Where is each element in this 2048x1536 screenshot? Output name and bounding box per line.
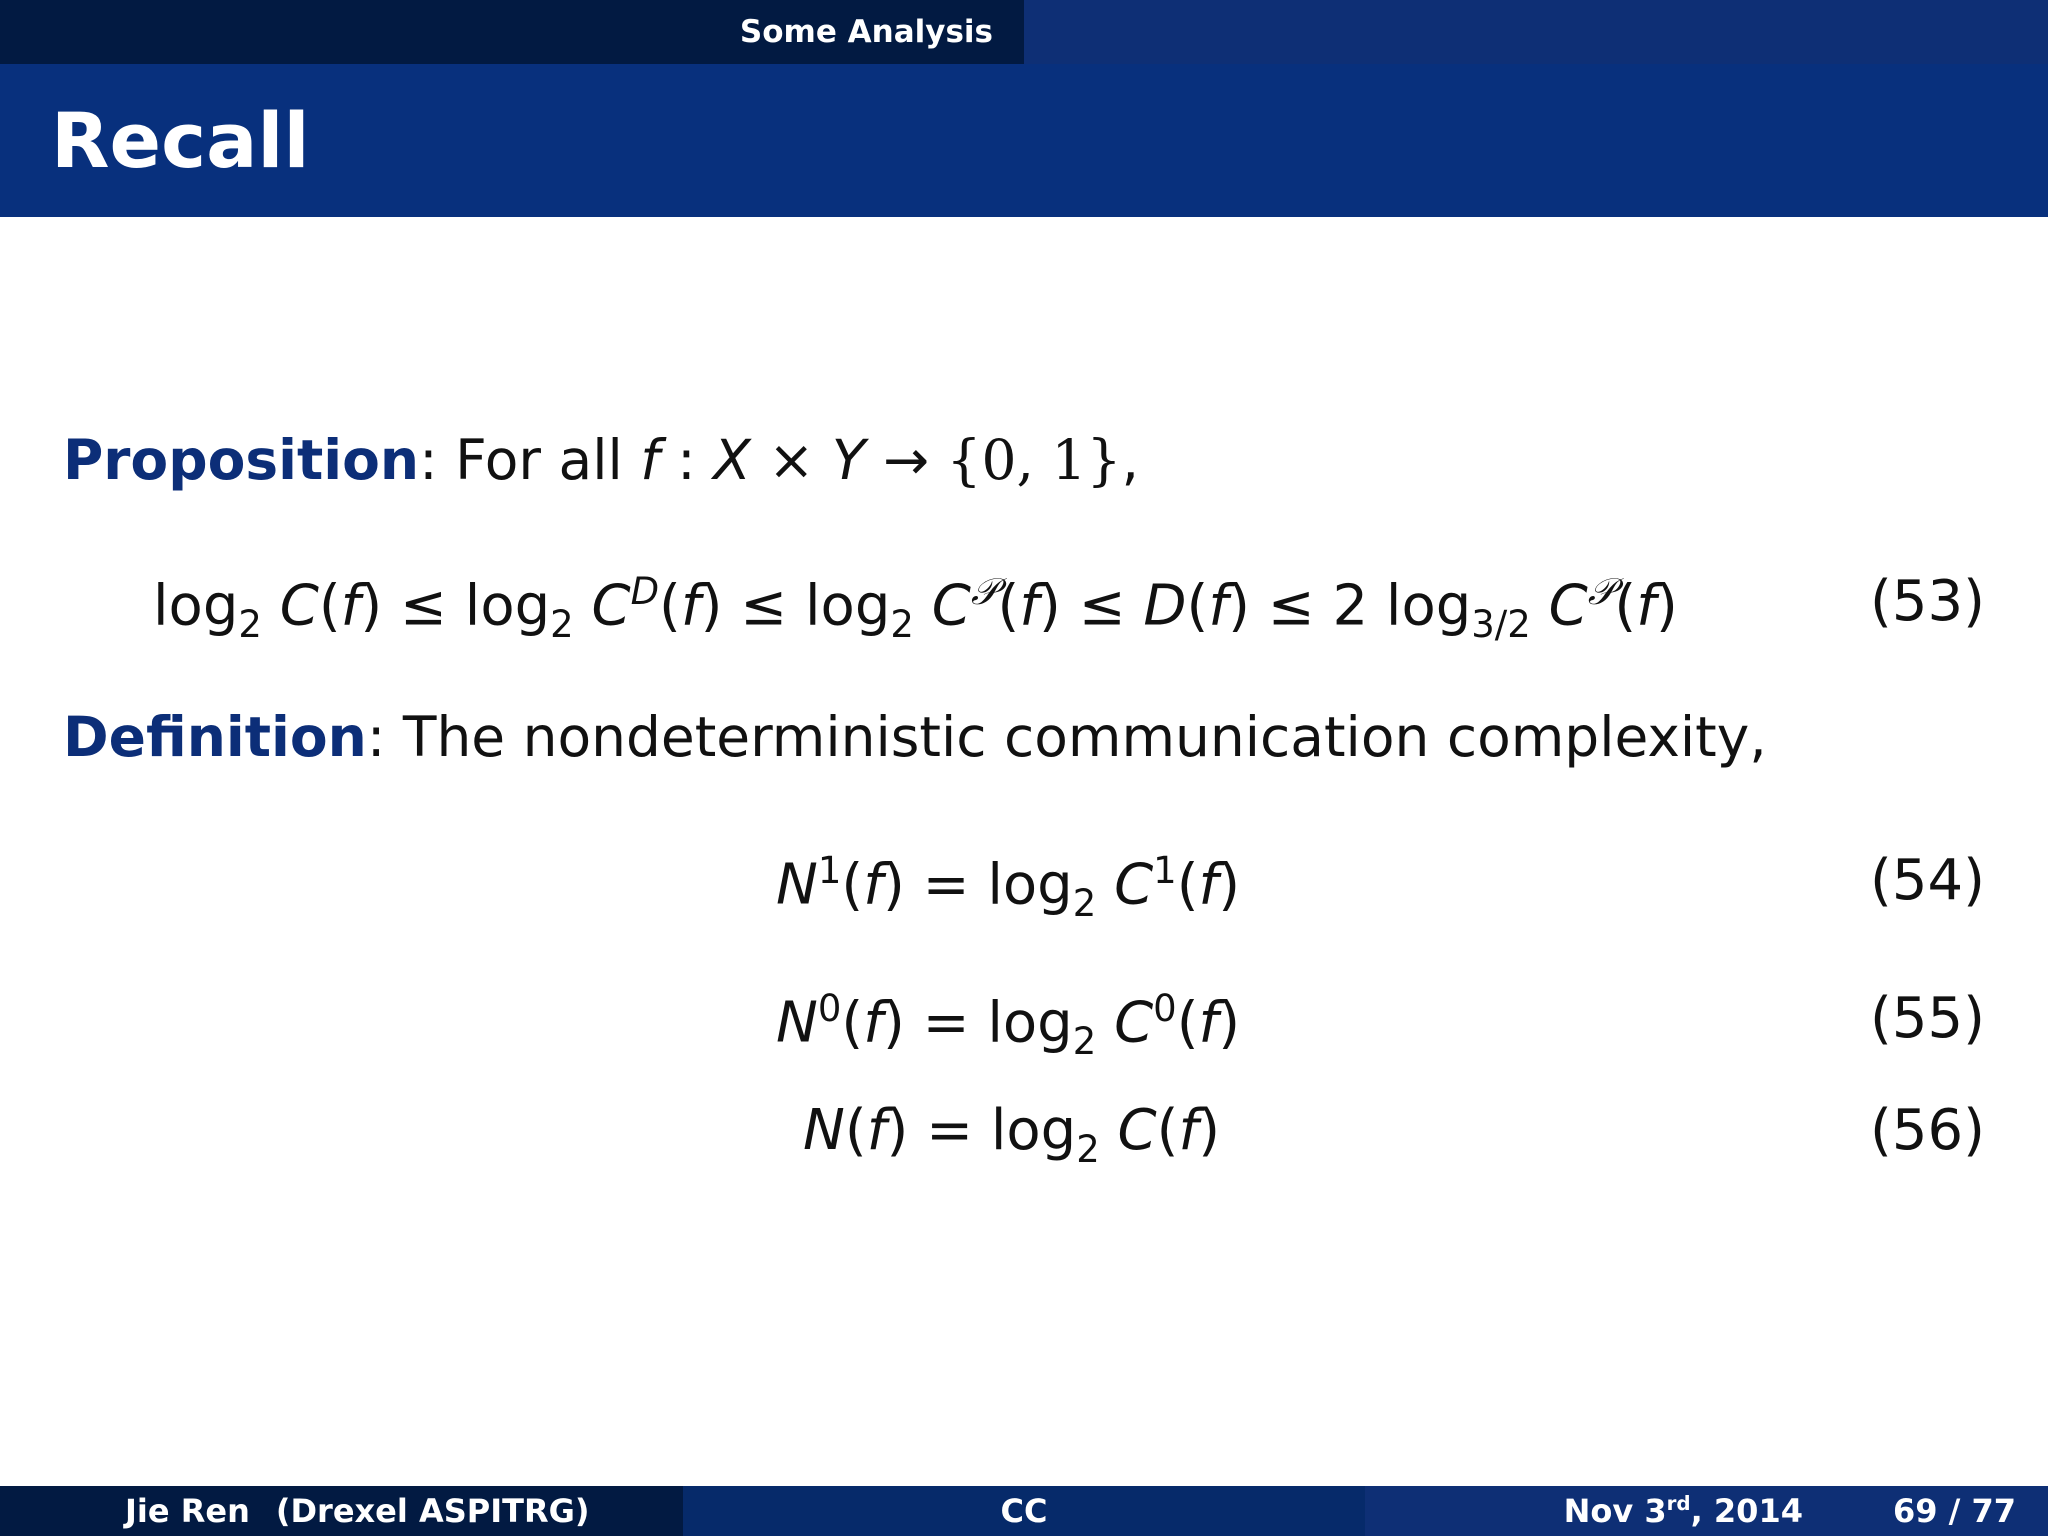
definition-label: Definition	[63, 705, 367, 769]
footer-author-cell	[0, 1486, 683, 1536]
definition-text: The nondeterministic communication complexity,	[402, 705, 1767, 769]
footer-author: Jie Ren	[125, 1492, 250, 1530]
footer-page-number: 69 / 77	[1892, 1492, 2016, 1530]
proposition-statement: Proposition: For all f : X × Y → {0, 1},	[63, 428, 1139, 492]
equation-53: $\log_2 C(f) \le \log_2 C^D(f) \le \log_2 C^𝒫(f) \le D(f) \le 2$ $\log_{3/2} C^𝒫(f)$	[153, 570, 1678, 647]
definition-statement: Definition: The nondeterministic communication complexity,	[63, 705, 1767, 769]
proposition-label: Proposition	[63, 428, 420, 492]
equation-number-54: (54)	[1870, 848, 1985, 913]
frame-title-bar	[0, 64, 2048, 217]
headline-section-cell	[0, 0, 1024, 64]
section-name: Some Analysis	[739, 14, 993, 50]
equation-55: $N^0(f) = \log_2 C^0(f)$	[776, 987, 1241, 1064]
footer-short-title: CC	[1000, 1492, 1048, 1530]
equation-56: $N(f) = \log_2 C(f)$	[803, 1098, 1221, 1171]
frame-title: Recall	[51, 96, 310, 185]
footer-title-cell	[683, 1486, 1366, 1536]
proposition-text: For all f : X × Y → {0, 1},	[455, 428, 1139, 492]
footer-date: Nov 3rd, 2014	[1563, 1492, 1803, 1530]
footer-date-cell	[1365, 1486, 2048, 1536]
equation-number-55: (55)	[1870, 986, 1985, 1051]
equation-number-56: (56)	[1870, 1098, 1985, 1163]
headline-empty-cell	[1024, 0, 2048, 64]
equation-number-53: (53)	[1870, 569, 1985, 634]
equation-54: $N^1(f) = \log_2 C^1(f)$	[776, 849, 1241, 926]
headline-bar	[0, 0, 2048, 64]
footline-bar	[0, 1486, 2048, 1536]
footer-institute: (Drexel ASPITRG)	[275, 1492, 590, 1530]
